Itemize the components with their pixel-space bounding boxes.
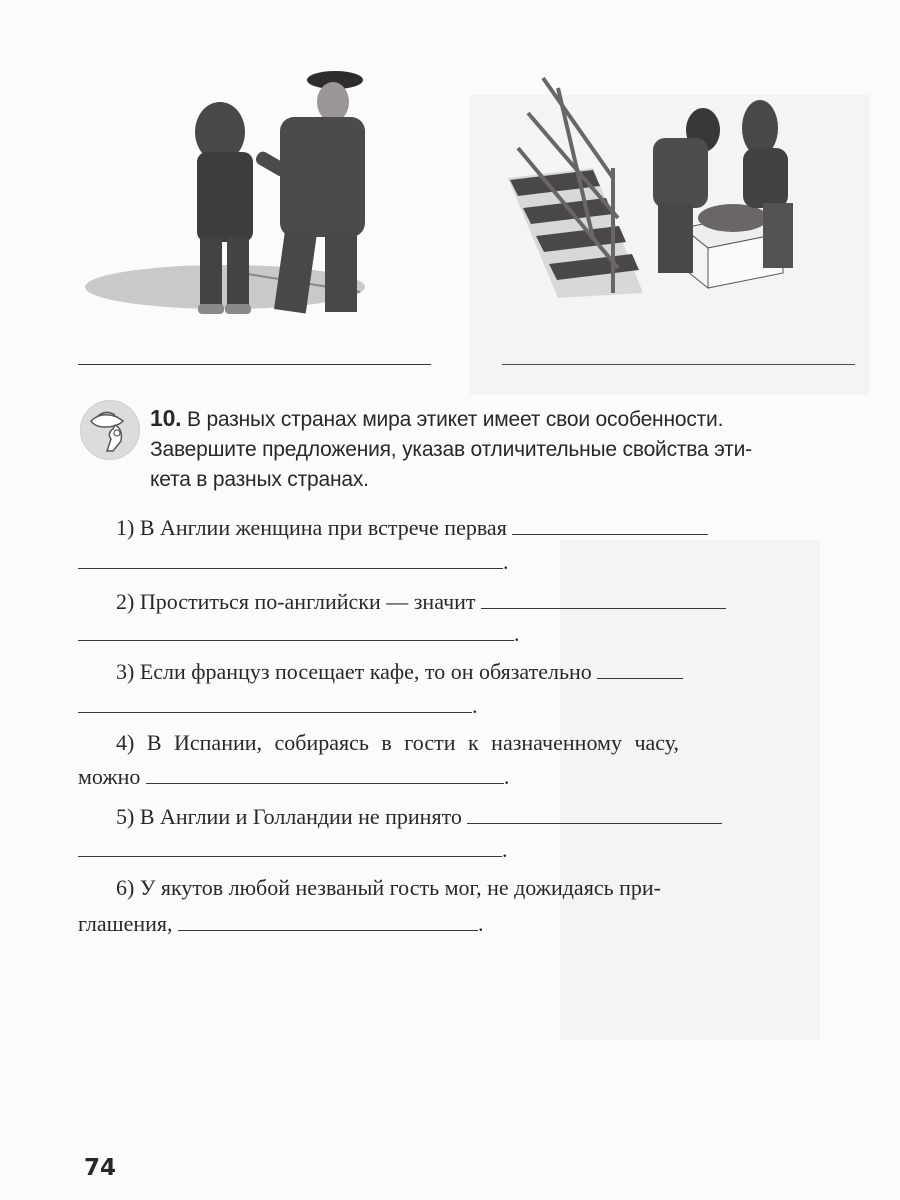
exercise-item-2-cont: . [78,620,858,646]
exercise-item-1: 1) В Англии женщина при встрече первая [78,514,858,540]
answer-blank-1b[interactable] [78,548,503,569]
exercise-item-2: 2) Проститься по-английски — значит [78,588,858,614]
illustration-officer-and-teen [85,62,375,327]
page-number: 74 [84,1155,117,1181]
exercise-item-4: 4) В Испании, собираясь в гости к назначенному часу, [116,730,680,755]
answer-line-right-image[interactable] [502,364,855,365]
hat-in-hand-icon [80,400,140,460]
answer-blank-5b[interactable] [78,836,502,857]
answer-blank-3a[interactable] [597,658,683,679]
illustration-girls-planting-flowers [498,68,828,298]
answer-blank-3b[interactable] [78,692,472,713]
answer-blank-4[interactable] [146,763,504,784]
answer-blank-5a[interactable] [467,803,722,824]
show-through-image [560,540,820,1040]
exercise-item-6-cont: глашения, . [78,911,484,936]
answer-blank-2a[interactable] [481,588,726,609]
answer-blank-6[interactable] [178,910,478,931]
exercise-item-5-cont: . [78,836,858,862]
task-instructions: 10. В разных странах мира этикет имеет свои особенности. Завершите предложения, указав отличительные свойства эти- кета в разных странах. [150,405,752,491]
exercise-item-5: 5) В Англии и Голландии не принято [78,803,858,829]
answer-line-left-image[interactable] [78,364,431,365]
exercise-item-3-cont: . [78,692,858,718]
exercise-item-4-cont: можно . [78,764,510,789]
answer-blank-1a[interactable] [512,514,708,535]
answer-blank-2b[interactable] [78,620,514,641]
exercise-item-3: 3) Если француз посещает кафе, то он обязательно [78,658,858,684]
task-number: 10. [150,405,182,431]
exercise-item-1-cont: . [78,548,858,574]
exercise-item-6: 6) У якутов любой незваный гость мог, не дожидаясь при- [116,875,661,900]
